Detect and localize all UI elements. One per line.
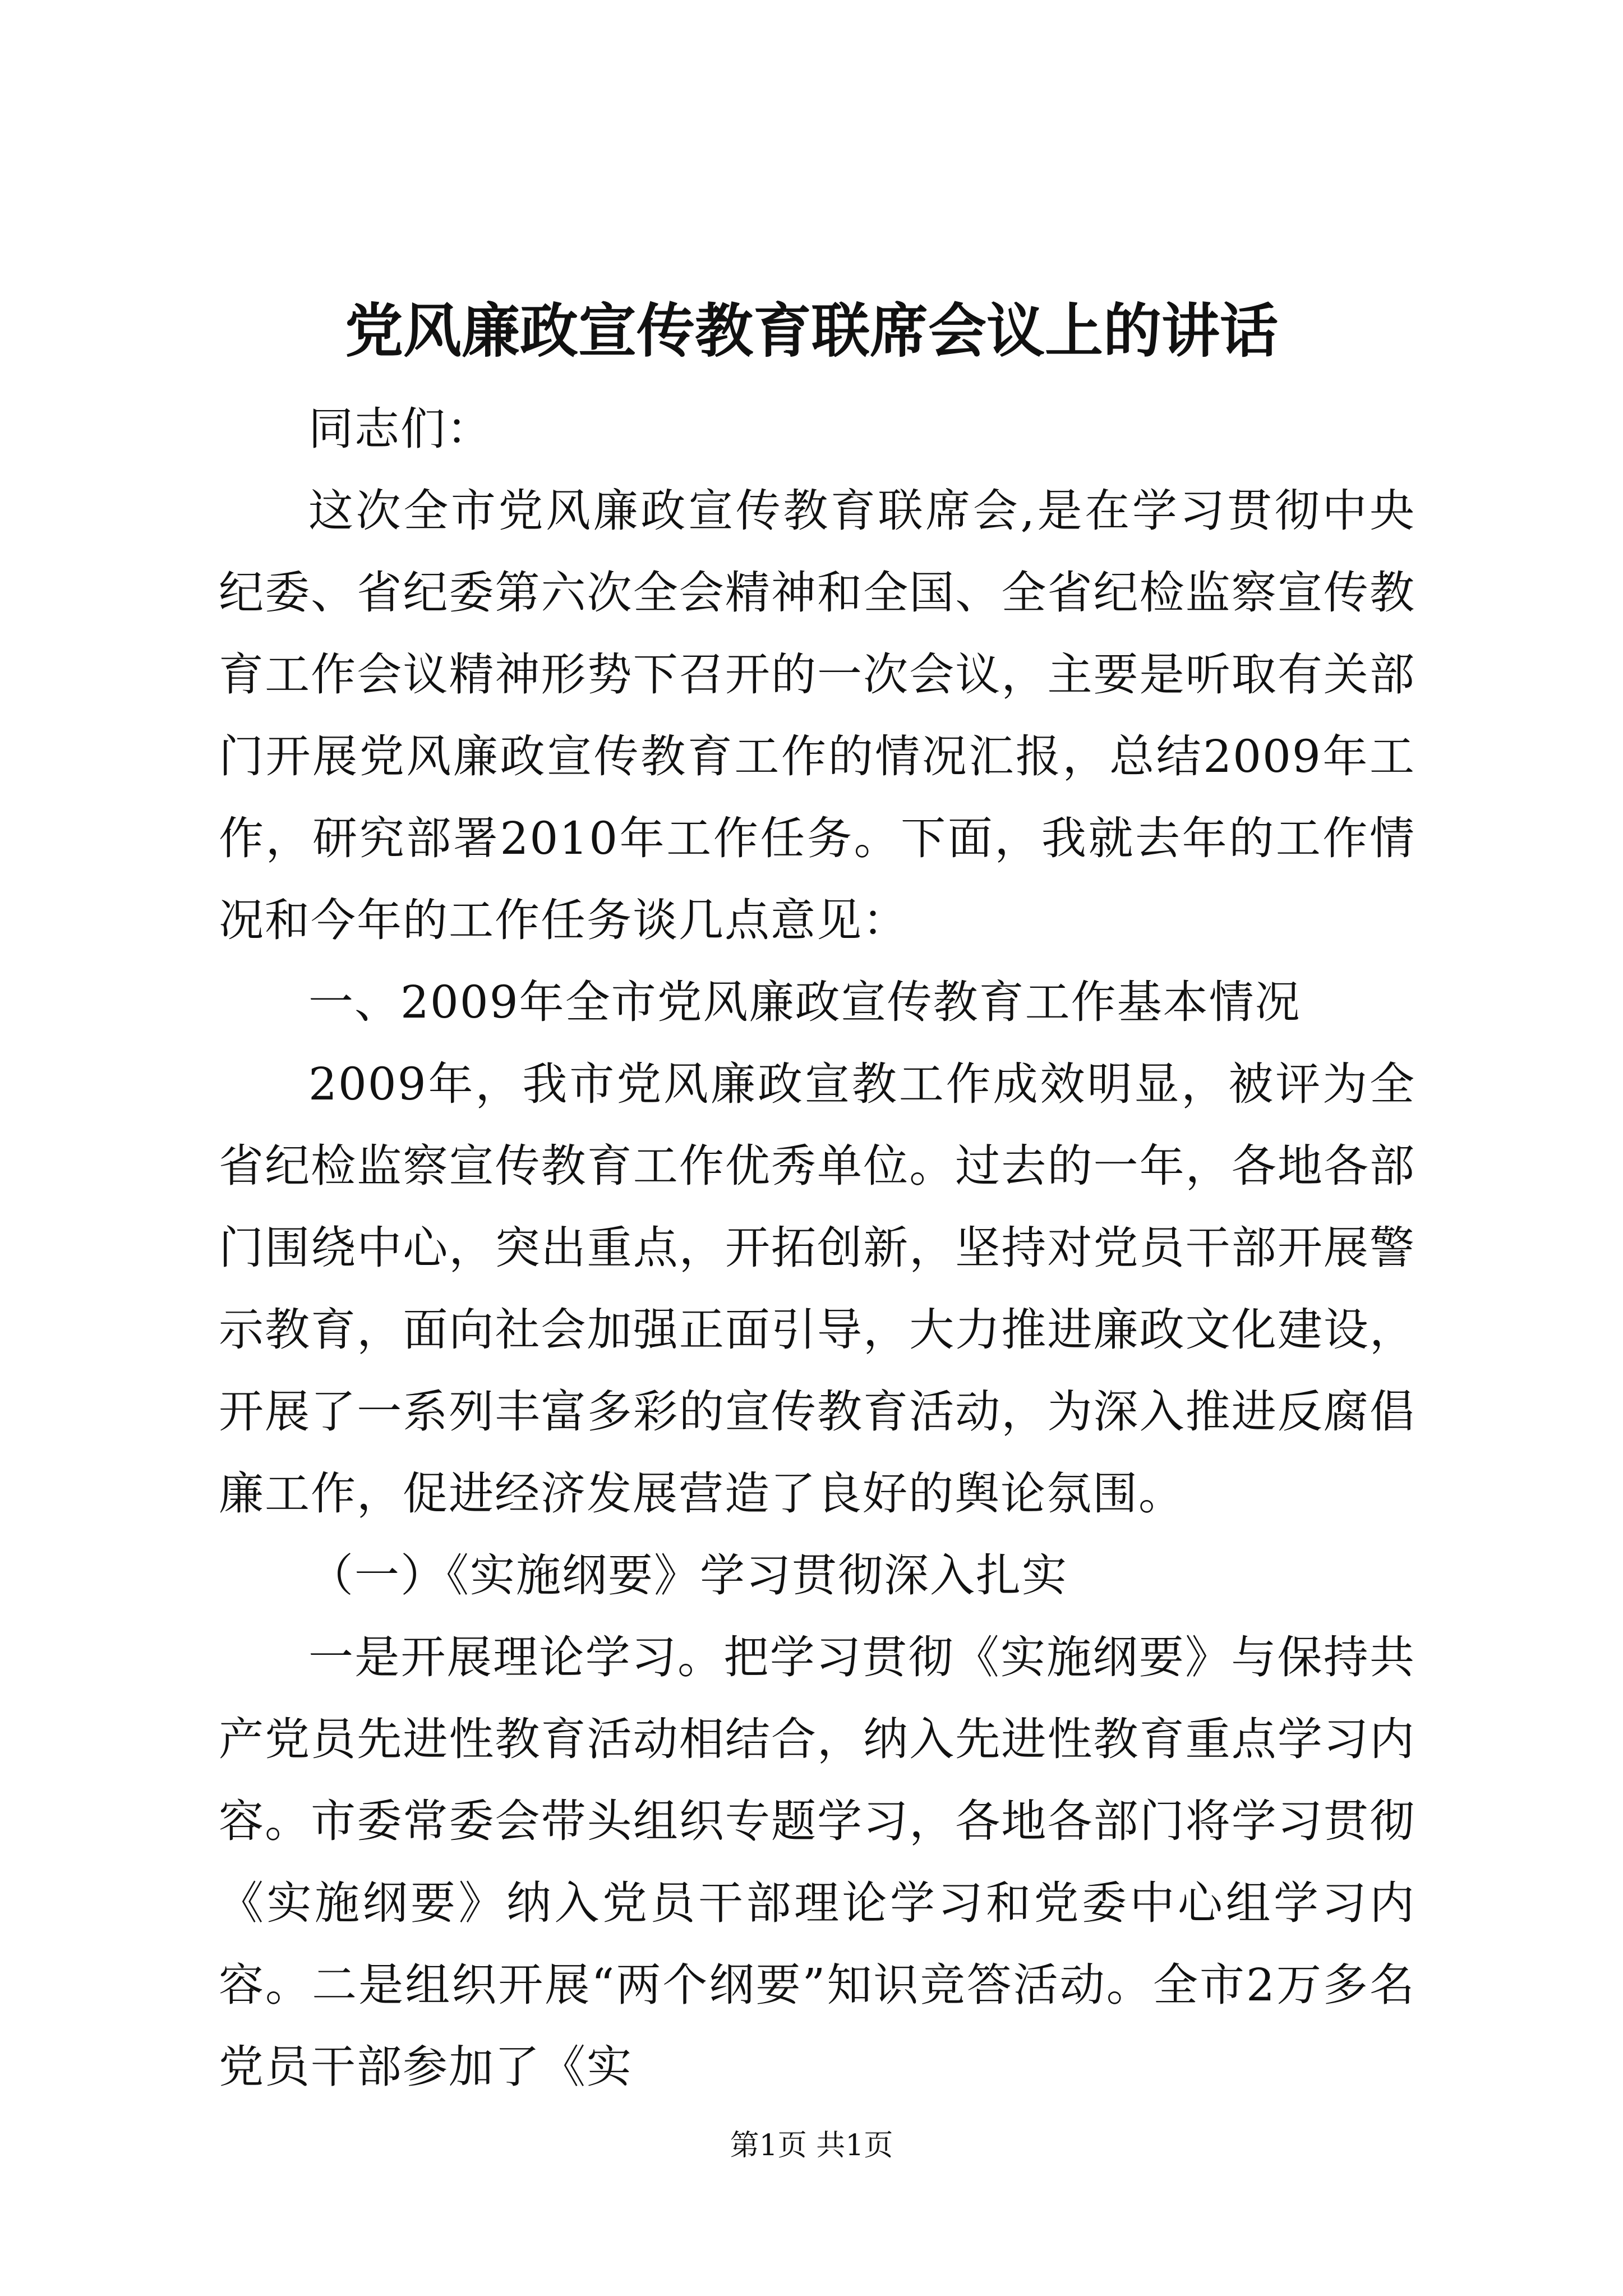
- paragraph-summary: 2009年，我市党风廉政宣教工作成效明显，被评为全省纪检监察宣传教育工作优秀单位。过去的一年，各地各部门围绕中心，突出重点，开拓创新，坚持对党员干部开展警示教育，面向社会加强正面引导，大力推进廉政文化建设，开展了一系列丰富多彩的宣传教育活动，为深入推进反腐倡廉工作，促进经济发展营造了良好的舆论氛围。: [219, 1058, 1415, 1520]
- page-footer: 第1页 共1页: [730, 2129, 893, 2162]
- document-body: [219, 388, 1415, 2108]
- subsection-heading-1: （一）《实施纲要》学习贯彻深入扎实: [308, 1549, 1068, 1602]
- document-title: 党风廉政宣传教育联席会议上的讲话: [344, 296, 1278, 365]
- section-heading-1: 一、2009年全市党风廉政宣传教育工作基本情况: [308, 976, 1301, 1028]
- paragraph-study: 一是开展理论学习。把学习贯彻《实施纲要》与保持共产党员先进性教育活动相结合，纳入先进性教育重点学习内容。市委常委会带头组织专题学习，各地各部门将学习贯彻《实施纲要》纳入党员干部理论学习和党委中心组学习内容。二是组织开展“两个纲要”知识竞答活动。全市2万多名党员干部参加了《实: [219, 1631, 1415, 2093]
- greeting: 同志们：: [308, 403, 492, 455]
- paragraph-intro: 这次全市党风廉政宣传教育联席会,是在学习贯彻中央纪委、省纪委第六次全会精神和全国、全省纪检监察宣传教育工作会议精神形势下召开的一次会议，主要是听取有关部门开展党风廉政宣传教育工作的情况汇报，总结2009年工作，研究部署2010年工作任务。下面，我就去年的工作情况和今年的工作任务谈几点意见：: [219, 485, 1415, 946]
